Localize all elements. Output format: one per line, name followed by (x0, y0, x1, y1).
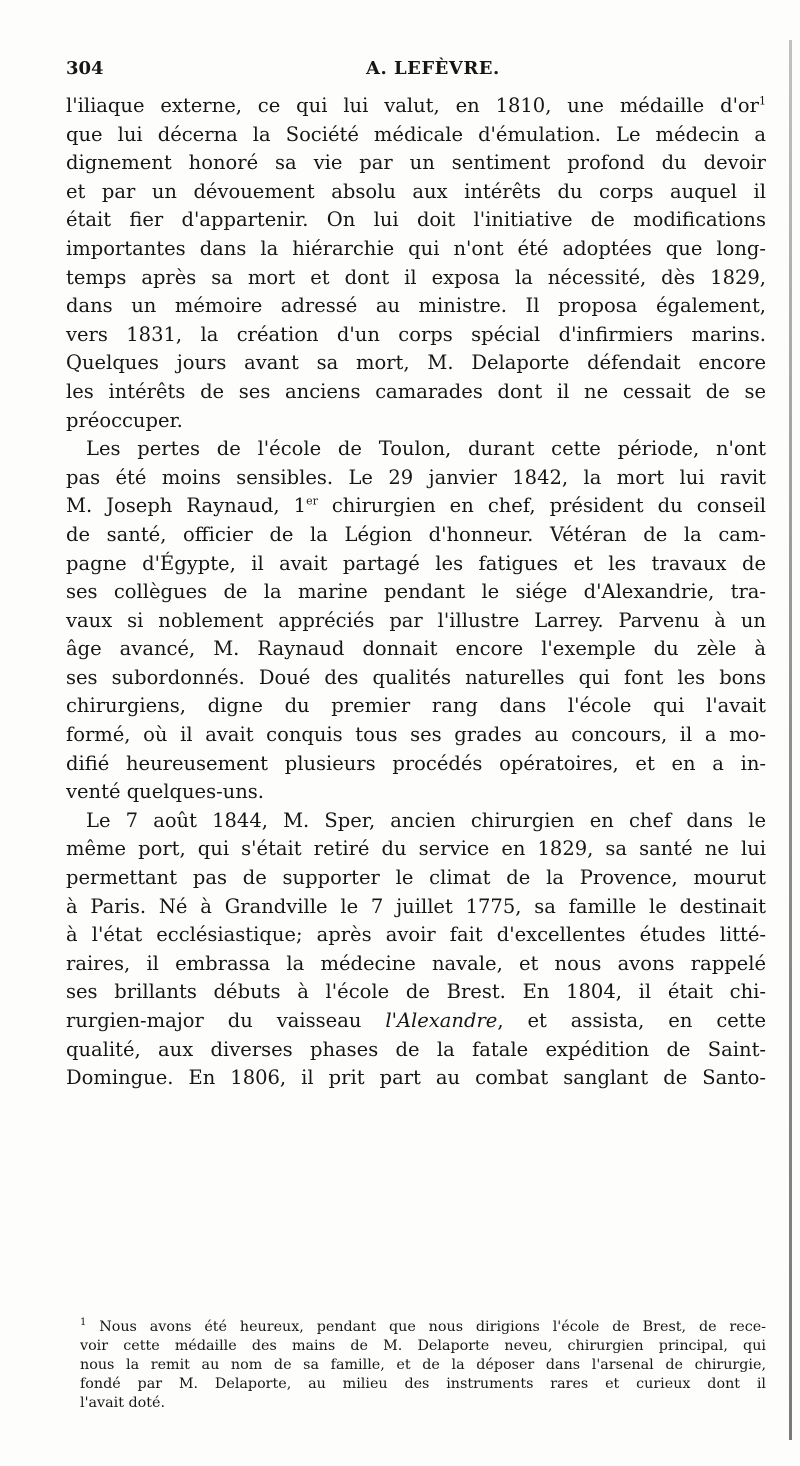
text-line: qualité, aux diverses phases de la fatale expédition de Saint- (66, 1037, 766, 1061)
text-line: rurgien-major du vaisseau l'Alexandre, et assista, en cette (66, 1009, 767, 1032)
text-line: était fier d'appartenir. On lui doit l'initiative de modifications (66, 208, 766, 232)
footnote-line: l'avait doté. (80, 1395, 165, 1411)
page-header (66, 58, 766, 88)
text-line: Le 7 août 1844, M. Sper, ancien chirurgien en chef dans le (86, 808, 766, 832)
text-line: âge avancé, M. Raynaud donnait encore l'exemple du zèle à (66, 637, 766, 661)
text-line: et par un dévouement absolu aux intérêts du corps auquel il (66, 179, 766, 203)
body-text (66, 92, 766, 1093)
footnote-line: nous la remit au nom de sa famille, et de la déposer dans l'arsenal de chirurgie, (80, 1357, 766, 1373)
text-line: à l'état ecclésiastique; après avoir fait d'excellentes études litté- (66, 923, 766, 947)
footnote-line: $^1$ Nous avons été heureux, pendant que nous dirigions l'école de Brest, de rece- (80, 1317, 766, 1335)
page-number: 304 (66, 58, 104, 79)
footnote-number: 1 (80, 1317, 87, 1329)
text-line: dignement honoré sa vie par un sentiment profond du devoir (66, 151, 766, 175)
text-line: permettant pas de supporter le climat de la Provence, mourut (66, 866, 766, 890)
text-line: Quelques jours avant sa mort, M. Delaporte défendait encore (66, 351, 766, 375)
text-line: à Paris. Né à Grandville le 7 juillet 1775, sa famille le destinait (66, 894, 766, 918)
text-line: de santé, officier de la Légion d'honneur. Vétéran de la cam- (66, 522, 766, 546)
text-line: M. Joseph Raynaud, 1er chirurgien en chef, président du conseil (66, 494, 766, 518)
text-line: vaux si noblement appréciés par l'illustre Larrey. Parvenu à un (66, 608, 766, 632)
text-line: chirurgiens, digne du premier rang dans l'école qui l'avait (66, 694, 766, 718)
footnote (80, 1318, 766, 1413)
text-line: dans un mémoire adressé au ministre. Il proposa également, (66, 294, 766, 318)
text-line: raires, il embrassa la médecine navale, et nous avons rappelé (66, 951, 766, 975)
text-line: l'iliaque externe, ce qui lui valut, en 1810, une médaille d'or$^1$ (66, 94, 766, 117)
page-edge-shadow (789, 40, 792, 1440)
text-line: même port, qui s'était retiré du service en 1829, sa santé ne lui (66, 837, 766, 861)
footnote-reference[interactable]: 1 (759, 94, 766, 108)
text-line: Domingue. En 1806, il prit part au combat sanglant de Santo- (66, 1066, 766, 1090)
text-line: pagne d'Égypte, il avait partagé les fatigues et les travaux de (66, 551, 766, 575)
text-line: Les pertes de l'école de Toulon, durant cette période, n'ont (86, 437, 766, 461)
footnote-line: fondé par M. Delaporte, au milieu des instruments rares et curieux dont il (80, 1376, 766, 1392)
text-line: ses subordonnés. Doué des qualités naturelles qui font les bons (66, 665, 766, 689)
ordinal-suffix: er (306, 494, 318, 508)
text-line: que lui décerna la Société médicale d'émulation. Le médecin a (66, 122, 766, 146)
text-line: formé, où il avait conquis tous ses grades au concours, il a mo- (66, 723, 766, 747)
text-line: importantes dans la hiérarchie qui n'ont été adoptées que long- (66, 236, 766, 260)
ship-name: l'Alexandre (385, 1009, 498, 1032)
text-line: vers 1831, la création d'un corps spécial d'infirmiers marins. (66, 322, 766, 346)
text-line: difié heureusement plusieurs procédés opératoires, et en a in- (66, 751, 766, 775)
running-head: A. LEFÈVRE. (366, 58, 500, 79)
text-line: pas été moins sensibles. Le 29 janvier 1842, la mort lui ravit (66, 465, 766, 489)
footnote-line: voir cette médaille des mains de M. Delaporte neveu, chirurgien principal, qui (80, 1338, 766, 1354)
text-line: ses brillants débuts à l'école de Brest. En 1804, il était chi- (66, 980, 766, 1004)
text-line: préoccuper. (66, 408, 183, 432)
text-line: ses collègues de la marine pendant le siége d'Alexandrie, tra- (66, 580, 766, 604)
text-line: les intérêts de ses anciens camarades dont il ne cessait de se (66, 379, 766, 403)
text-line: venté quelques-uns. (66, 780, 265, 804)
text-line: temps après sa mort et dont il exposa la nécessité, dès 1829, (66, 265, 766, 289)
